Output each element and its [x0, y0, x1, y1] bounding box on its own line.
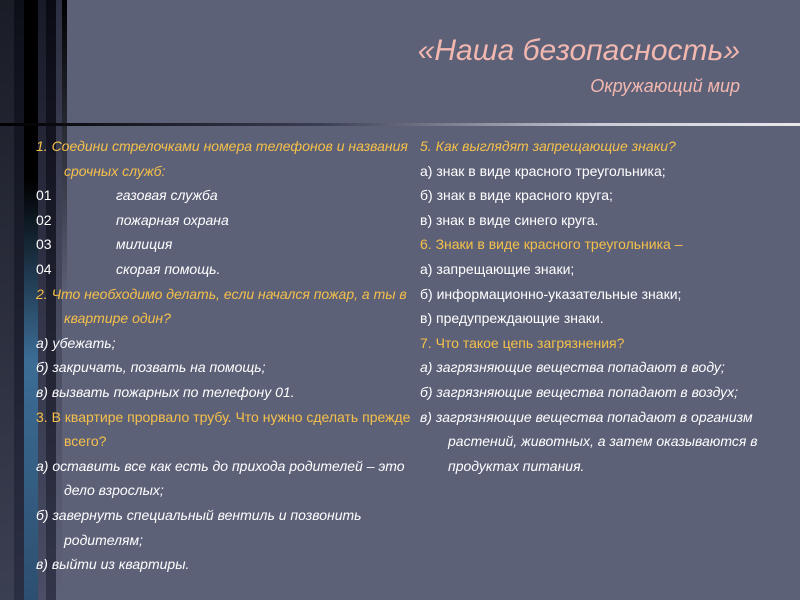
answer-option: а) загрязняющие вещества попадают в воду; [420, 359, 725, 376]
answer-option: а) запрещающие знаки; [420, 260, 575, 277]
decor-stripe-2 [14, 0, 24, 600]
phone-number: 03 [36, 236, 52, 253]
answer-option: в) выйти из квартиры. [36, 556, 190, 573]
title-divider-line [0, 123, 800, 126]
service-name: милиция [116, 236, 173, 253]
question-2: 2. Что необходимо делать, если начался пожар, а ты в квартире один? [36, 285, 407, 327]
question-6: 6. Знаки в виде красного треугольника – [420, 236, 683, 253]
answer-option: б) загрязняющие вещества попадают в воздух; [420, 383, 739, 400]
answer-option: в) предупреждающие знаки. [420, 310, 604, 327]
question-7: 7. Что такое цепь загрязнения? [420, 334, 625, 351]
answer-option: в) знак в виде синего круга. [420, 211, 599, 228]
page-subtitle: Окружающий мир [590, 76, 740, 96]
phone-row [36, 183, 420, 208]
service-name: скорая помощь. [116, 260, 221, 277]
decor-stripe-1 [0, 0, 14, 600]
answer-option: в) вызвать пожарных по телефону 01. [36, 383, 295, 400]
answer-option: а) убежать; [36, 334, 116, 351]
answer-option: а) знак в виде красного треугольника; [420, 162, 666, 179]
right-column [420, 134, 800, 478]
phone-row [36, 257, 420, 282]
question-3: 3. В квартире прорвало трубу. Что нужно сделать прежде всего? [36, 408, 411, 450]
page-title: «Наша безопасность» [417, 34, 740, 67]
answer-option: б) знак в виде красного круга; [420, 187, 613, 204]
question-1: 1. Соедини стрелочками номера телефонов и названия срочных служб: [36, 138, 408, 179]
answer-option: б) информационно-указательные знаки; [420, 285, 682, 302]
phone-row [36, 208, 420, 233]
left-column [36, 134, 420, 577]
answer-option: а) оставить все как есть до прихода родителей – это дело взрослых; [36, 457, 405, 499]
service-name: пожарная охрана [116, 211, 229, 228]
phone-number: 04 [36, 260, 52, 277]
phone-number: 02 [36, 211, 52, 228]
answer-option: в) загрязняющие вещества попадают в организм растений, животных, а затем оказываются в продуктах питания. [420, 408, 758, 474]
answer-option: б) закричать, позвать на помощь; [36, 359, 266, 376]
phone-row [36, 232, 420, 257]
phone-number: 01 [36, 187, 52, 204]
question-5: 5. Как выглядят запрещающие знаки? [420, 138, 676, 154]
service-name: газовая служба [116, 187, 218, 204]
answer-option: б) завернуть специальный вентиль и позвонить родителям; [36, 506, 362, 548]
